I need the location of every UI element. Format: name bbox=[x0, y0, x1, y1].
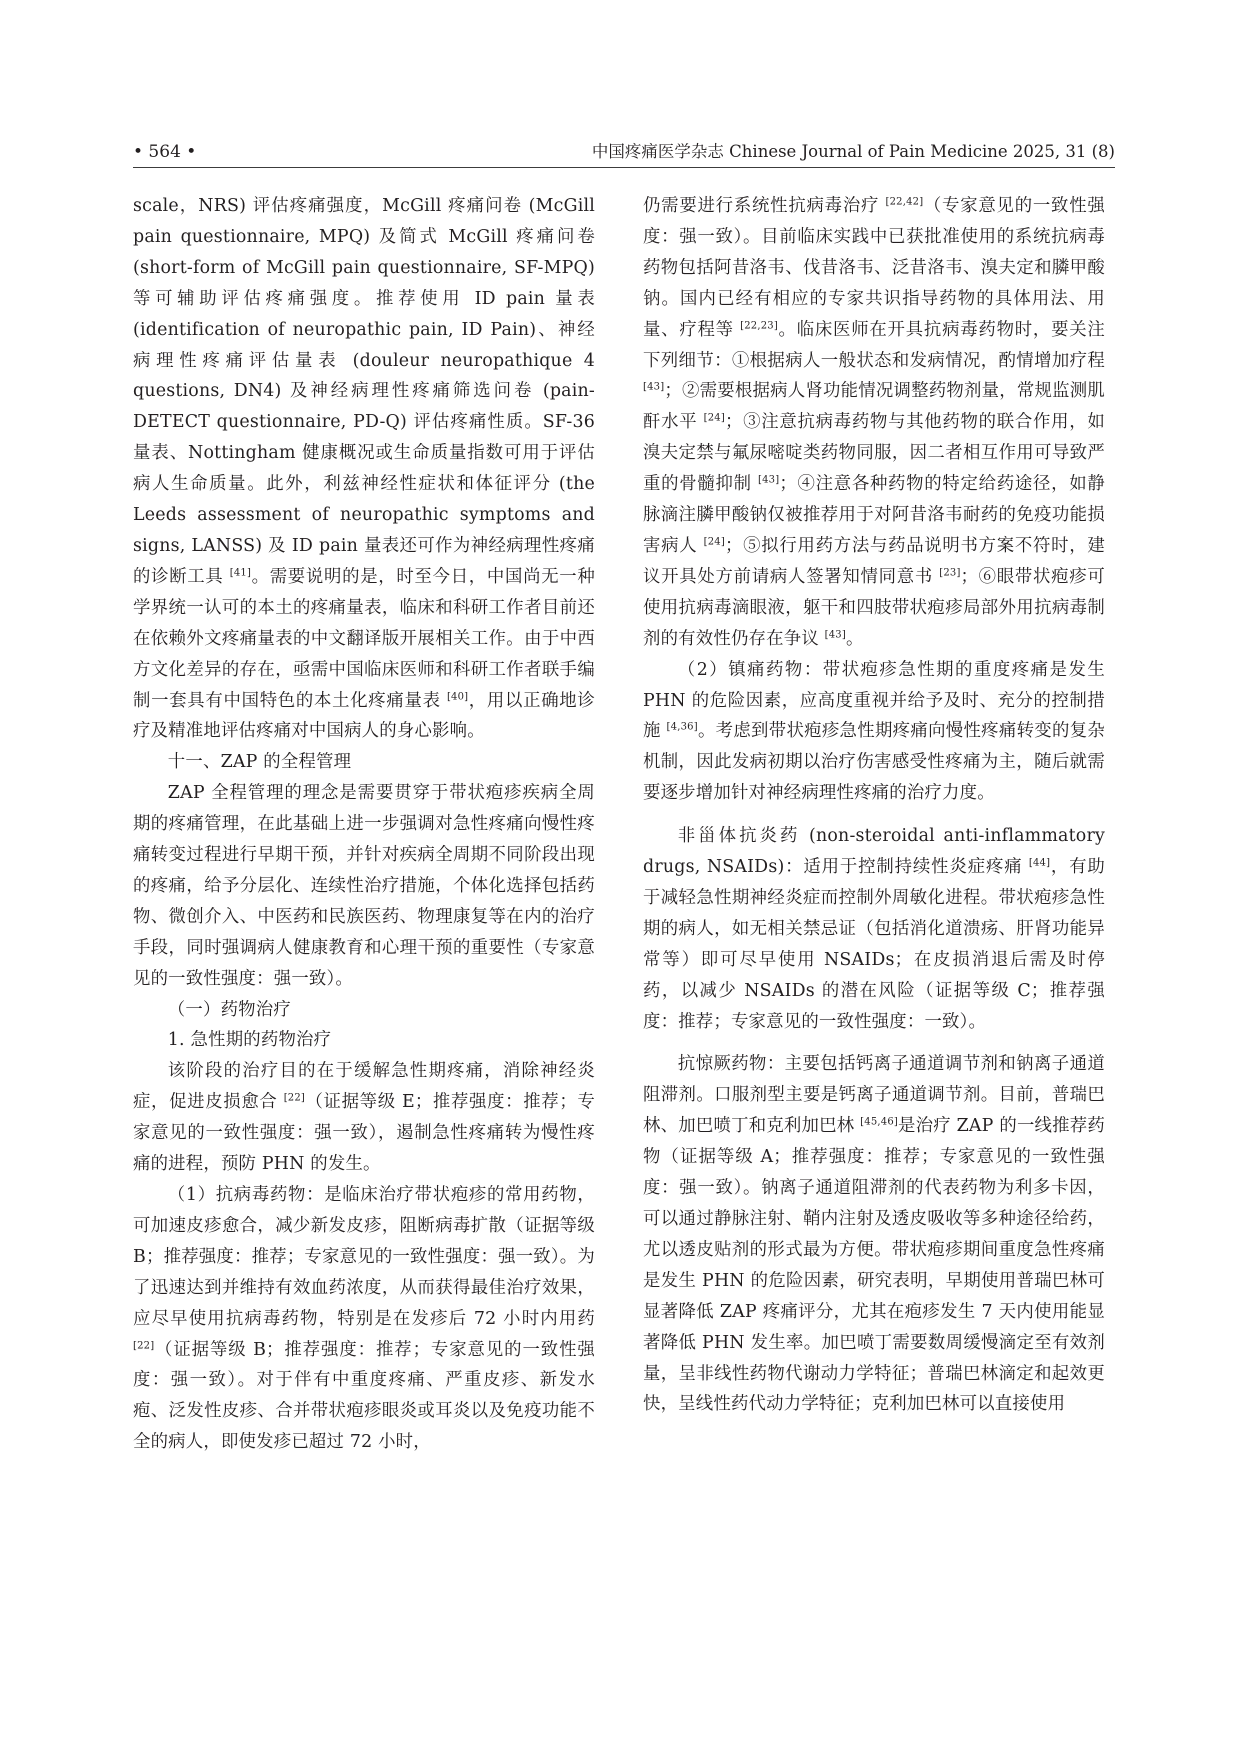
citation: [24] bbox=[703, 412, 725, 424]
paragraph: 仍需要进行系统性抗病毒治疗 [22,42]（专家意见的一致性强度：强一致）。目前临床实践中已获批准使用的系统抗病毒药物包括阿昔洛韦、伐昔洛韦、泛昔洛韦、溴夫定和膦甲酸钠。国内已经有相应的专家共识指导药物的具体用法、用量、疗程等 [22,23]。临床医师在开具抗病毒药物时，要关注下列细节：①根据病人一般状态和发病情况，酌情增加疗程 [43]；②需要根据病人肾功能情况调整药物剂量，常规监测肌酐水平 [24]；③注意抗病毒药物与其他药物的联合作用，如溴夫定禁与氟尿嘧啶类药物同服，因二者相互作用可导致严重的骨髓抑制 [43]；④注意各种药物的特定给药途径，如静脉滴注膦甲酸钠仅被推荐用于对阿昔洛韦耐药的免疫功能损害病人 [24]；⑤拟行用药方法与药品说明书方案不符时，建议开具处方前请病人签署知情同意书 [23]；⑥眼带状疱疹可使用抗病毒滴眼液，躯干和四肢带状疱疹局部外用抗病毒制剂的有效性仍存在争议 [43]。 bbox=[643, 196, 1105, 649]
paragraph: scale，NRS) 评估疼痛强度，McGill 疼痛问卷 (McGill pain questionnaire, MPQ) 及简式 McGill 疼痛问卷 (short-form of McGill pain questionnaire, SF-MPQ) 等可辅助评估疼痛强度。推荐使用 ID pain 量表 (identification of neuropathic pain, ID Pain)、神经病理性疼痛评估量表 (douleur neuropathique 4 questions, DN4) 及神经病理性疼痛筛选问卷 (pain-DETECT questionnaire, PD-Q) 评估疼痛性质。SF-36 量表、Nottingham 健康概况或生命质量指数可用于评估病人生命质量。此外，利兹神经性症状和体征评分 (the Leeds assessment of neuropathic symptoms and signs, LANSS) 及 ID pain 量表还可作为神经病理性疼痛的诊断工具 [41]。需要说明的是，时至今日，中国尚无一种学界统一认可的本土的疼痛量表，临床和科研工作者目前还在依赖外文疼痛量表的中文翻译版开展相关工作。由于中西方文化差异的存在，亟需中国临床医师和科研工作者联手编制一套具有中国特色的本土化疼痛量表 [40]，用以正确地诊疗及精准地评估疼痛对中国病人的身心影响。 bbox=[133, 196, 595, 742]
paragraph: 抗惊厥药物：主要包括钙离子通道调节剂和钠离子通道阻滞剂。口服剂型主要是钙离子通道调节剂。目前，普瑞巴林、加巴喷丁和克利加巴林 [45,46]是治疗 ZAP 的一线推荐药物（证据等级 A；推荐强度：推荐；专家意见的一致性强度：强一致）。钠离子通道阻滞剂的代表药物为利多卡因，可以通过静脉注射、鞘内注射及透皮吸收等多种途径给药，尤以透皮贴剂的形式最为方便。带状疱疹期间重度急性疼痛是发生 PHN 的危险因素，研究表明，早期使用普瑞巴林可显著降低 ZAP 疼痛评分，尤其在疱疹发生 7 天内使用能显著降低 PHN 发生率。加巴喷丁需要数周缓慢滴定至有效剂量，呈非线性药物代谢动力学特征；普瑞巴林滴定和起效更快，呈线性药代动力学特征；克利加巴林可以直接使用 bbox=[643, 1054, 1105, 1415]
citation: [24] bbox=[703, 536, 725, 548]
right-column bbox=[643, 191, 1105, 1420]
paragraph: （1）抗病毒药物：是临床治疗带状疱疹的常用药物，可加速皮疹愈合，减少新发皮疹，阻断病毒扩散（证据等级 B；推荐强度：推荐；专家意见的一致性强度：强一致）。为了迅速达到并维持有效血药浓度，从而获得最佳治疗效果，应尽早使用抗病毒药物，特别是在发疹后 72 小时内用药 [22]（证据等级 B；推荐强度：推荐；专家意见的一致性强度：强一致）。对于伴有中重度疼痛、严重皮疹、新发水疱、泛发性皮疹、合并带状疱疹眼炎或耳炎以及免疫功能不全的病人，即使发疹已超过 72 小时， bbox=[133, 1185, 595, 1453]
citation: [22] bbox=[133, 1340, 155, 1352]
page-number: • 564 • bbox=[133, 142, 197, 162]
citation: [22,23] bbox=[740, 320, 778, 332]
citation: [43] bbox=[824, 629, 846, 641]
subsection-heading: 1. 急性期的药物治疗 bbox=[167, 1030, 332, 1051]
citation: [22,42] bbox=[885, 196, 924, 208]
paragraph: 该阶段的治疗目的在于缓解急性期疼痛，消除神经炎症，促进皮损愈合 [22]（证据等级 E；推荐强度：推荐；专家意见的一致性强度：强一致），遏制急性疼痛转为慢性疼痛的进程，预防 PHN 的发生。 bbox=[133, 1061, 595, 1175]
paragraph: 非甾体抗炎药 (non-steroidal anti-inflammatory drugs, NSAIDs)：适用于控制持续性炎症疼痛 [44]，有助于减轻急性期神经炎症而控制外周敏化进程。带状疱疹急性期的病人，如无相关禁忌证（包括消化道溃疡、肝肾功能异常等）即可尽早使用 NSAIDs；在皮损消退后需及时停药，以减少 NSAIDs 的潜在风险（证据等级 C；推荐强度：推荐；专家意见的一致性强度：一致）。 bbox=[643, 826, 1105, 1032]
section-heading: 十一、ZAP 的全程管理 bbox=[167, 752, 352, 773]
citation: [43] bbox=[643, 381, 665, 393]
citation: [4,36] bbox=[666, 721, 698, 733]
journal-title: 中国疼痛医学杂志 Chinese Journal of Pain Medicine 2025, 31 (8) bbox=[591, 142, 1115, 161]
citation: [45,46] bbox=[860, 1116, 898, 1128]
citation: [22] bbox=[283, 1092, 306, 1104]
citation: [23] bbox=[939, 567, 961, 579]
paragraph: （2）镇痛药物：带状疱疹急性期的重度疼痛是发生 PHN 的危险因素，应高度重视并给予及时、充分的控制措施 [4,36]。考虑到带状疱疹急性期疼痛向慢性疼痛转变的复杂机制，因此发病初期以治疗伤害感受性疼痛为主，随后就需要逐步增加针对神经病理性疼痛的治疗力度。 bbox=[643, 659, 1105, 804]
citation: [43] bbox=[758, 474, 780, 486]
paragraph: ZAP 全程管理的理念是需要贯穿于带状疱疹疾病全周期的疼痛管理，在此基础上进一步强调对急性疼痛向慢性疼痛转变过程进行早期干预，并针对疾病全周期不同阶段出现的疼痛，给予分层化、连续性治疗措施，个体化选择包括药物、微创介入、中医药和民族医药、物理康复等在内的治疗手段，同时强调病人健康教育和心理干预的重要性（专家意见的一致性强度：强一致）。 bbox=[133, 783, 595, 989]
subsection-heading: （一）药物治疗 bbox=[167, 999, 291, 1020]
header-rule bbox=[133, 167, 1115, 168]
left-column bbox=[133, 191, 595, 1458]
citation: [44] bbox=[1028, 857, 1051, 869]
citation: [41] bbox=[229, 567, 252, 579]
citation: [40] bbox=[446, 691, 469, 702]
